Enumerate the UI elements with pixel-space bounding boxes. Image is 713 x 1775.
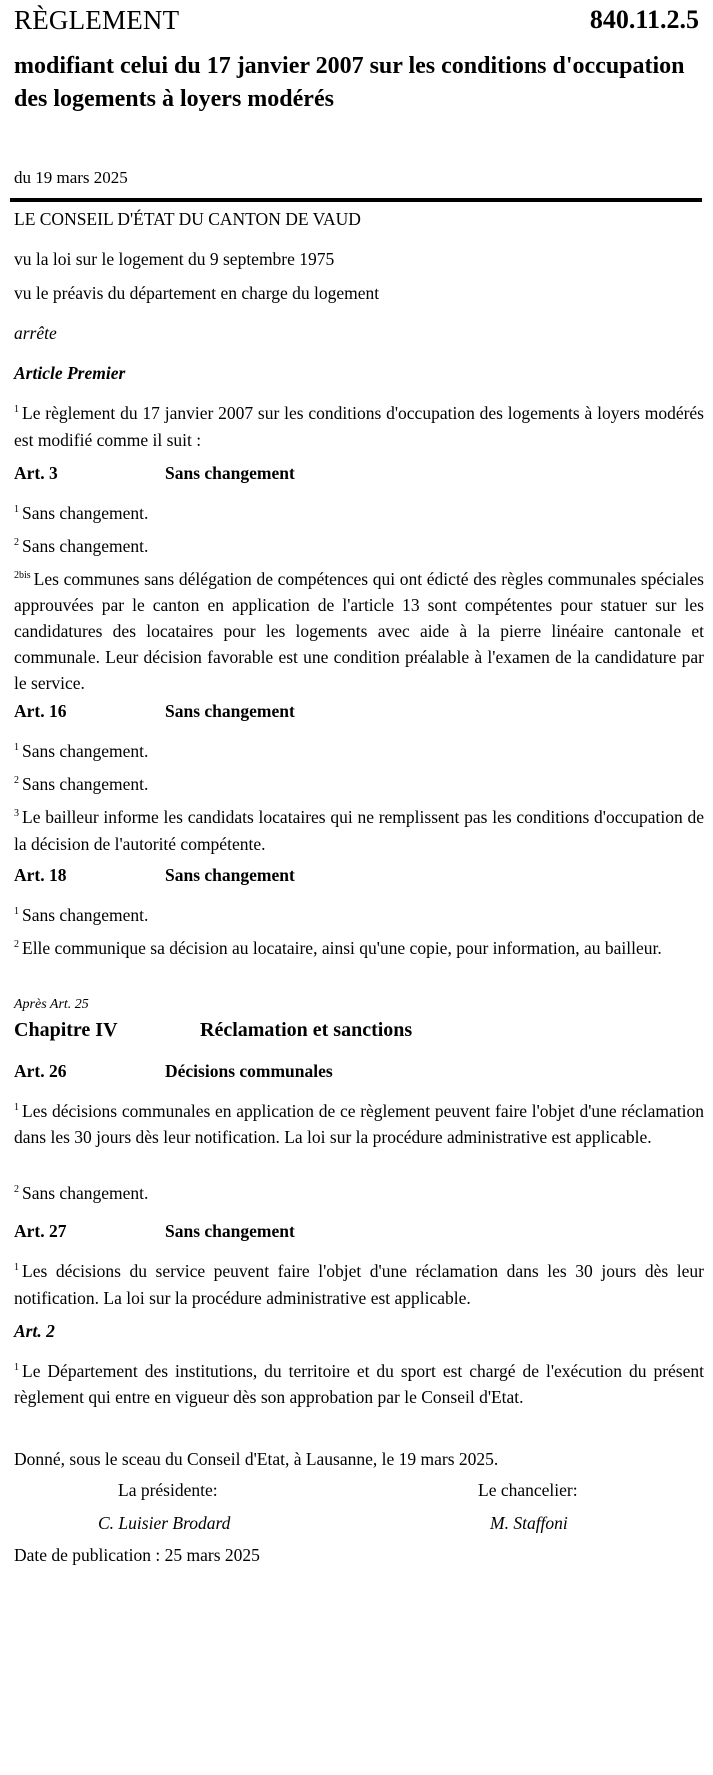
paragraph-text: Sans changement. bbox=[22, 905, 149, 925]
paragraph-text: Le bailleur informe les candidats locataires qui ne remplissent pas les conditions d'occupation de la décision de l'autorité compétente. bbox=[14, 807, 704, 854]
paragraph-text: Elle communique sa décision au locataire, ainsi qu'une copie, pour information, au bailleur. bbox=[22, 938, 662, 958]
signatory-role-chancellor: Le chancelier: bbox=[478, 1480, 578, 1500]
paragraph-number: 1 bbox=[14, 1262, 19, 1274]
document-subtitle: modifiant celui du 17 janvier 2007 sur les conditions d'occupation des logements à loyers modérés bbox=[14, 53, 685, 112]
art-18-paragraph-1 bbox=[14, 902, 704, 929]
article-title: Sans changement bbox=[165, 865, 295, 885]
paragraph-number: 3 bbox=[14, 808, 19, 820]
article-number: Art. 26 bbox=[14, 1061, 67, 1081]
art-16-paragraph-2 bbox=[14, 771, 704, 798]
signatory-name-president: C. Luisier Brodard bbox=[98, 1513, 231, 1533]
article-title: Sans changement bbox=[165, 463, 295, 483]
paragraph-text: Les décisions communales en application de ce règlement peuvent faire l'objet d'une réclamation dans les 30 jours dès leur notification. La loi sur la procédure administrative est applicable. bbox=[14, 1101, 704, 1147]
signatory-role-president: La présidente: bbox=[118, 1480, 218, 1500]
paragraph-number: 1 bbox=[14, 504, 19, 516]
paragraph-number: 1 bbox=[14, 906, 19, 918]
art-2-heading: Art. 2 bbox=[14, 1321, 55, 1341]
paragraph-text: Les communes sans délégation de compétences qui ont édicté des règles communales spéciales approuvées par le canton en application de l'article 13 sont compétentes pour statuer sur les candidatures des locataires pour les logements avec aide à la pierre linéaire cantonale et communale. Leur décision favorable est une condition préalable à l'examen de la candidature par le service. bbox=[14, 569, 704, 693]
document-date: du 19 mars 2025 bbox=[14, 168, 128, 187]
art-26-paragraph-1 bbox=[14, 1098, 704, 1150]
publication-date: Date de publication : 25 mars 2025 bbox=[14, 1545, 260, 1565]
preamble-vu-preavis: vu le préavis du département en charge du logement bbox=[14, 283, 380, 303]
art-3-paragraph-2 bbox=[14, 533, 704, 560]
signatory-name-chancellor: M. Staffoni bbox=[490, 1513, 568, 1533]
article-number: Art. 16 bbox=[14, 701, 67, 721]
document-type-title: RÈGLEMENT bbox=[14, 5, 180, 35]
header-divider bbox=[10, 198, 702, 202]
paragraph-text: Sans changement. bbox=[22, 503, 149, 523]
paragraph-text: Sans changement. bbox=[22, 774, 149, 794]
paragraph-number: 1 bbox=[14, 404, 19, 416]
paragraph-number: 2 bbox=[14, 775, 19, 787]
paragraph-text: Le règlement du 17 janvier 2007 sur les conditions d'occupation des logements à loyers modérés est modifié comme il suit : bbox=[14, 403, 704, 450]
art-2-paragraph-1 bbox=[14, 1358, 704, 1410]
article-title: Sans changement bbox=[165, 1221, 295, 1241]
insertion-note: Après Art. 25 bbox=[14, 997, 89, 1012]
article-premier-heading: Article Premier bbox=[14, 363, 126, 383]
paragraph-number: 2 bbox=[14, 537, 19, 549]
paragraph-text: Le Département des institutions, du territoire et du sport est chargé de l'exécution du présent règlement qui entre en vigueur dès son approbation par le Conseil d'Etat. bbox=[14, 1361, 704, 1407]
paragraph-number: 2bis bbox=[14, 570, 31, 582]
document-number: 840.11.2.5 bbox=[589, 5, 699, 34]
art-16-paragraph-1 bbox=[14, 738, 704, 765]
art-16-paragraph-3 bbox=[14, 804, 704, 858]
paragraph-text: Sans changement. bbox=[22, 1183, 149, 1203]
paragraph-text: Sans changement. bbox=[22, 536, 149, 556]
article-number: Art. 18 bbox=[14, 865, 67, 885]
article-title: Sans changement bbox=[165, 701, 295, 721]
art-26-paragraph-2 bbox=[14, 1180, 704, 1207]
article-premier-paragraph-1 bbox=[14, 400, 704, 454]
preamble-authority: LE CONSEIL D'ÉTAT DU CANTON DE VAUD bbox=[14, 209, 361, 229]
art-3-paragraph-1 bbox=[14, 500, 704, 527]
article-number: Art. 27 bbox=[14, 1221, 67, 1241]
art-3-paragraph-2bis bbox=[14, 566, 704, 696]
art-18-paragraph-2 bbox=[14, 935, 704, 962]
paragraph-text: Sans changement. bbox=[22, 741, 149, 761]
paragraph-text: Les décisions du service peuvent faire l'objet d'une réclamation dans les 30 jours dès leur notification. La loi sur la procédure administrative est applicable. bbox=[14, 1261, 704, 1308]
chapter-number: Chapitre IV bbox=[14, 1019, 118, 1041]
article-title: Décisions communales bbox=[165, 1061, 333, 1081]
preamble-arrete: arrête bbox=[14, 323, 57, 343]
paragraph-number: 2 bbox=[14, 939, 19, 951]
art-27-paragraph-1 bbox=[14, 1258, 704, 1312]
paragraph-number: 2 bbox=[14, 1184, 19, 1196]
article-number: Art. 3 bbox=[14, 463, 58, 483]
paragraph-number: 1 bbox=[14, 742, 19, 754]
paragraph-number: 1 bbox=[14, 1362, 19, 1374]
paragraph-number: 1 bbox=[14, 1102, 19, 1114]
preamble-vu-loi: vu la loi sur le logement du 9 septembre 1975 bbox=[14, 249, 335, 269]
given-under-seal: Donné, sous le sceau du Conseil d'Etat, à Lausanne, le 19 mars 2025. bbox=[14, 1449, 499, 1469]
chapter-title: Réclamation et sanctions bbox=[200, 1019, 413, 1041]
